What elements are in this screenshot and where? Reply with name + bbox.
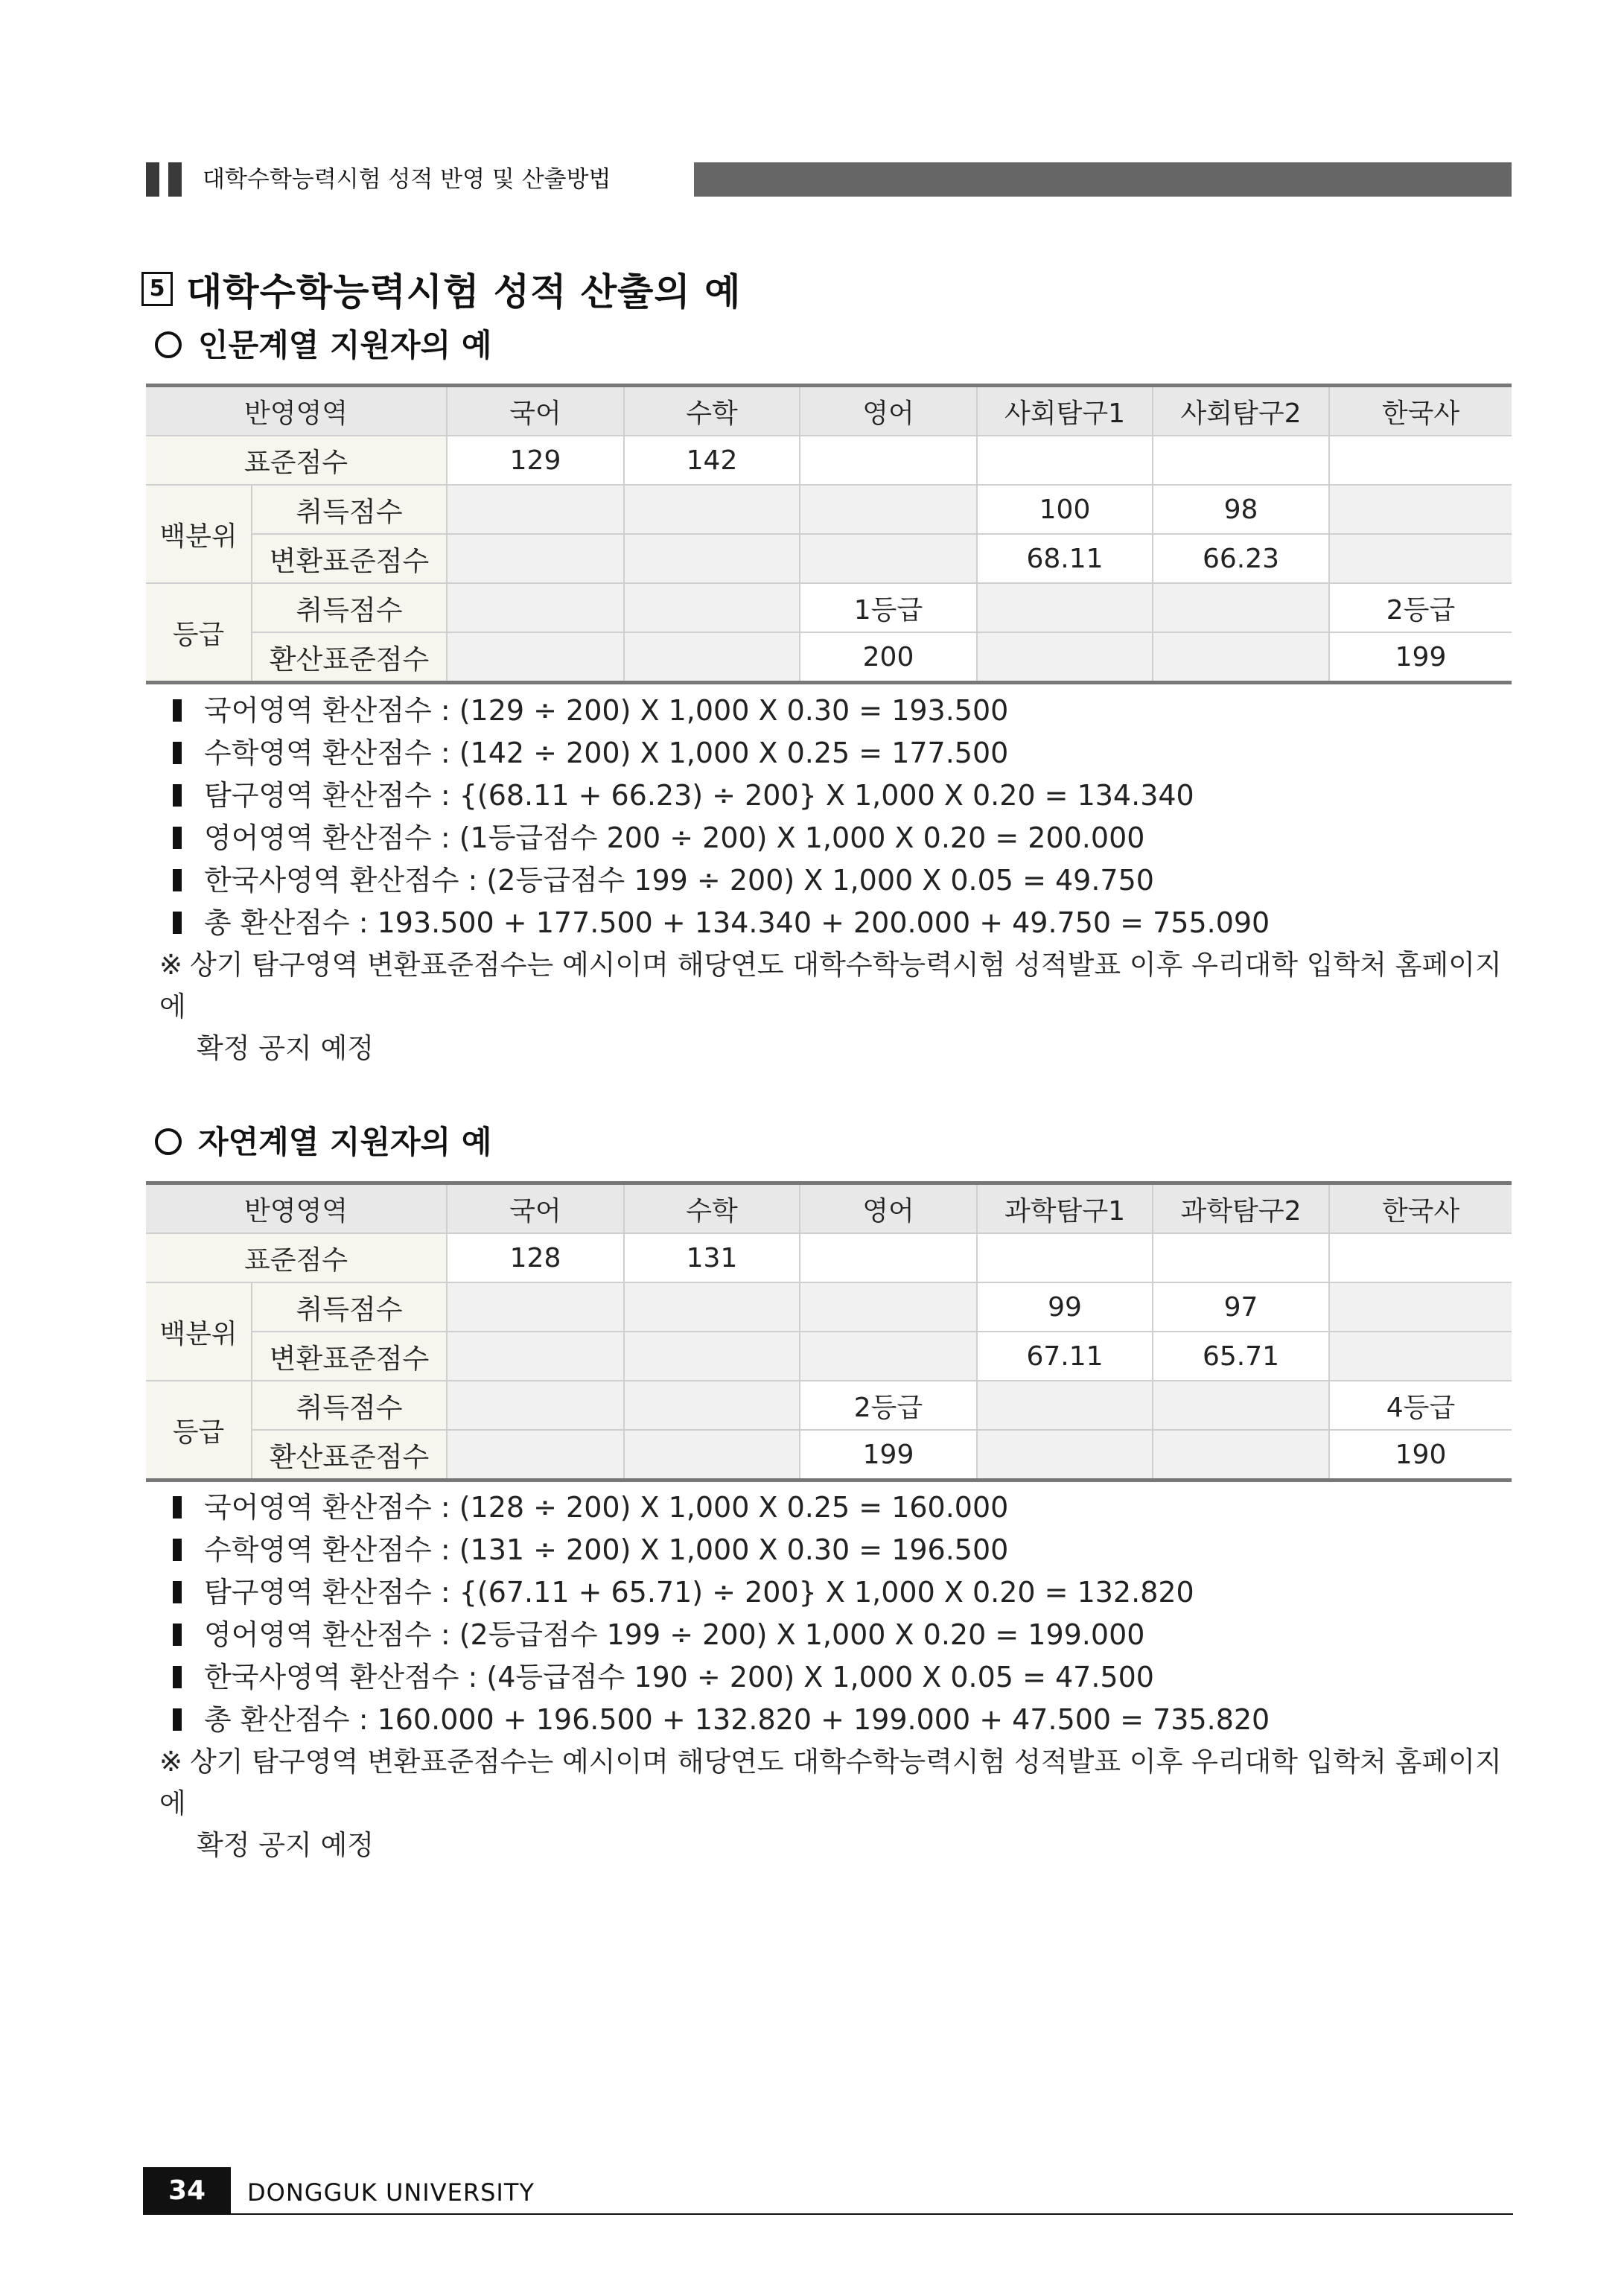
table-header-row: [146, 386, 1512, 436]
table-cell: 199: [800, 1430, 977, 1481]
running-header: [146, 162, 1512, 197]
table-cell: 100: [977, 485, 1153, 534]
square-bullet-icon: [173, 1496, 182, 1519]
science-calculations: [159, 1486, 1513, 1866]
group-label: 백분위: [146, 485, 252, 583]
square-bullet-icon: [173, 1666, 182, 1688]
square-bullet-icon: [173, 784, 182, 807]
square-bullet-icon: [173, 699, 182, 722]
university-name: DONGGUK UNIVERSITY: [247, 2178, 535, 2207]
group-label: 등급: [146, 583, 252, 683]
header-cell: 반영영역: [146, 386, 447, 436]
square-bullet-icon: [173, 742, 182, 764]
table-cell: [624, 583, 800, 632]
table-row: [146, 1282, 1512, 1332]
header-marker-bar: [168, 162, 182, 197]
table-cell: [1153, 583, 1329, 632]
row-label: 취득점수: [252, 1381, 447, 1430]
table-cell: [800, 534, 977, 583]
group-label: 백분위: [146, 1282, 252, 1381]
table-row: [146, 436, 1512, 485]
list-item: [173, 1614, 1513, 1656]
table-cell: [977, 436, 1153, 485]
table-cell: 67.11: [977, 1332, 1153, 1381]
table-cell: 2등급: [1329, 583, 1512, 632]
table-cell: [1329, 485, 1512, 534]
row-label: 표준점수: [146, 436, 447, 485]
humanities-score-table: [146, 384, 1512, 684]
table-cell: [977, 583, 1153, 632]
table-cell: [1329, 1332, 1512, 1381]
table-row: [146, 1332, 1512, 1381]
header-cell: 국어: [447, 386, 624, 436]
table-cell: [447, 534, 624, 583]
table-cell: [1329, 1233, 1512, 1282]
header-cell: 과학탐구2: [1153, 1183, 1329, 1234]
table-cell: [624, 632, 800, 683]
header-cell: 영어: [800, 1183, 977, 1234]
list-item: [173, 1656, 1513, 1699]
table-cell: [447, 485, 624, 534]
note-mark: ※: [159, 949, 183, 981]
table-cell: [977, 1430, 1153, 1481]
calculation-text: 탐구영역 환산점수 : {(67.11 + 65.71) ÷ 200} X 1,000 X 0.20 = 132.820: [204, 1576, 1194, 1609]
table-row: [146, 534, 1512, 583]
square-bullet-icon: [173, 827, 182, 849]
calculation-text: 한국사영역 환산점수 : (2등급점수 199 ÷ 200) X 1,000 X 0.05 = 49.750: [204, 864, 1154, 897]
table-row: [146, 1381, 1512, 1430]
table-cell: [447, 583, 624, 632]
table-cell: [800, 1332, 977, 1381]
list-item: [173, 732, 1513, 775]
table-cell: [624, 485, 800, 534]
note-text: 확정 공지 예정: [197, 1032, 374, 1064]
table-cell: 65.71: [1153, 1332, 1329, 1381]
page-number: 34: [143, 2167, 231, 2215]
list-item: [173, 1571, 1513, 1614]
header-cell: 국어: [447, 1183, 624, 1234]
calculation-text: 국어영역 환산점수 : (129 ÷ 200) X 1,000 X 0.30 = 193.500: [204, 694, 1009, 727]
science-note: [159, 1741, 1522, 1866]
table-cell: 97: [1153, 1282, 1329, 1332]
table-cell: 68.11: [977, 534, 1153, 583]
header-cell: 수학: [624, 1183, 800, 1234]
header-rule-bar: [694, 162, 1512, 197]
table-cell: [447, 1381, 624, 1430]
calculation-text: 수학영역 환산점수 : (142 ÷ 200) X 1,000 X 0.25 = 177.500: [204, 737, 1009, 769]
header-cell: 수학: [624, 386, 800, 436]
table-cell: [624, 1430, 800, 1481]
note-text: 확정 공지 예정: [197, 1829, 374, 1861]
header-title: 대학수학능력시험 성적 반영 및 산출방법: [203, 166, 611, 193]
table-cell: [800, 485, 977, 534]
row-label: 취득점수: [252, 583, 447, 632]
table-cell: 190: [1329, 1430, 1512, 1481]
table-row: [146, 1233, 1512, 1282]
science-score-table: [146, 1181, 1512, 1482]
square-bullet-icon: [173, 1539, 182, 1561]
calculation-text: 총 환산점수 : 160.000 + 196.500 + 132.820 + 199.000 + 47.500 = 735.820: [204, 1703, 1270, 1736]
table-cell: [447, 632, 624, 683]
row-label: 취득점수: [252, 1282, 447, 1332]
science-subtitle: [155, 1122, 491, 1163]
table-cell: [1329, 1282, 1512, 1332]
calculation-text: 한국사영역 환산점수 : (4등급점수 190 ÷ 200) X 1,000 X 0.05 = 47.500: [204, 1661, 1154, 1694]
table-cell: 199: [1329, 632, 1512, 683]
header-cell: 사회탐구1: [977, 386, 1153, 436]
table-cell: 200: [800, 632, 977, 683]
header-cell: 반영영역: [146, 1183, 447, 1234]
square-bullet-icon: [173, 1581, 182, 1603]
table-cell: [1329, 436, 1512, 485]
square-bullet-icon: [173, 912, 182, 934]
table-cell: 98: [1153, 485, 1329, 534]
calculation-text: 수학영역 환산점수 : (131 ÷ 200) X 1,000 X 0.30 = 196.500: [204, 1533, 1009, 1566]
page-footer: [143, 2167, 1513, 2215]
note-text: 상기 탐구영역 변환표준점수는 예시이며 해당연도 대학수학능력시험 성적발표 이후 우리대학 입학처 홈페이지에: [159, 1746, 1502, 1819]
table-cell: 128: [447, 1233, 624, 1282]
table-cell: 66.23: [1153, 534, 1329, 583]
list-item: [173, 817, 1513, 859]
humanities-calculations: [159, 690, 1513, 1069]
table-cell: 131: [624, 1233, 800, 1282]
table-cell: [800, 1233, 977, 1282]
section-heading: [141, 262, 742, 314]
section-number-box: 5: [141, 272, 173, 306]
calculation-text: 영어영역 환산점수 : (1등급점수 200 ÷ 200) X 1,000 X 0.20 = 200.000: [204, 821, 1145, 854]
table-cell: [1153, 1430, 1329, 1481]
table-cell: [447, 1430, 624, 1481]
footer-rule: [231, 2213, 1513, 2215]
calculation-text: 국어영역 환산점수 : (128 ÷ 200) X 1,000 X 0.25 = 160.000: [204, 1491, 1009, 1524]
table-cell: [1153, 436, 1329, 485]
circle-bullet-icon: [155, 1128, 182, 1155]
calculation-text: 총 환산점수 : 193.500 + 177.500 + 134.340 + 200.000 + 49.750 = 755.090: [204, 906, 1270, 939]
note-text: 상기 탐구영역 변환표준점수는 예시이며 해당연도 대학수학능력시험 성적발표 이후 우리대학 입학처 홈페이지에: [159, 949, 1502, 1023]
table-cell: [447, 1332, 624, 1381]
table-cell: [1153, 1233, 1329, 1282]
table-cell: 4등급: [1329, 1381, 1512, 1430]
section-title: 대학수학능력시험 성적 산출의 예: [186, 270, 742, 314]
table-cell: [1329, 534, 1512, 583]
group-label: 등급: [146, 1381, 252, 1481]
table-cell: [624, 534, 800, 583]
table-cell: [977, 1233, 1153, 1282]
list-item: [173, 775, 1513, 817]
table-cell: [800, 1282, 977, 1332]
header-cell: 영어: [800, 386, 977, 436]
table-row: [146, 485, 1512, 534]
list-item: [173, 859, 1513, 902]
header-marker-bar: [146, 162, 159, 197]
list-item: [173, 1529, 1513, 1571]
humanities-note: [159, 944, 1522, 1069]
row-label: 표준점수: [146, 1233, 447, 1282]
circle-bullet-icon: [155, 331, 182, 358]
square-bullet-icon: [173, 869, 182, 891]
header-cell: 과학탐구1: [977, 1183, 1153, 1234]
table-cell: [977, 1381, 1153, 1430]
header-cell: 한국사: [1329, 386, 1512, 436]
row-label: 환산표준점수: [252, 1430, 447, 1481]
table-cell: 142: [624, 436, 800, 485]
humanities-subtitle: [155, 325, 491, 366]
header-cell: 사회탐구2: [1153, 386, 1329, 436]
table-cell: 129: [447, 436, 624, 485]
humanities-subtitle-text: 인문계열 지원자의 예: [198, 327, 492, 363]
table-cell: 99: [977, 1282, 1153, 1332]
row-label: 환산표준점수: [252, 632, 447, 683]
table-cell: [800, 436, 977, 485]
table-row: [146, 583, 1512, 632]
table-cell: [447, 1282, 624, 1332]
table-cell: [624, 1332, 800, 1381]
row-label: 변환표준점수: [252, 1332, 447, 1381]
table-row: [146, 1430, 1512, 1481]
table-cell: 2등급: [800, 1381, 977, 1430]
table-cell: [977, 632, 1153, 683]
science-subtitle-text: 자연계열 지원자의 예: [198, 1124, 492, 1160]
calculation-text: 탐구영역 환산점수 : {(68.11 + 66.23) ÷ 200} X 1,000 X 0.20 = 134.340: [204, 779, 1194, 812]
table-cell: [624, 1381, 800, 1430]
table-cell: [624, 1282, 800, 1332]
list-item: [173, 690, 1513, 732]
table-cell: [1153, 1381, 1329, 1430]
header-cell: 한국사: [1329, 1183, 1512, 1234]
table-cell: 1등급: [800, 583, 977, 632]
row-label: 변환표준점수: [252, 534, 447, 583]
table-cell: [1153, 632, 1329, 683]
row-label: 취득점수: [252, 485, 447, 534]
note-mark: ※: [159, 1746, 183, 1778]
list-item: [173, 1699, 1513, 1741]
calculation-text: 영어영역 환산점수 : (2등급점수 199 ÷ 200) X 1,000 X 0.20 = 199.000: [204, 1618, 1145, 1651]
square-bullet-icon: [173, 1708, 182, 1731]
table-header-row: [146, 1183, 1512, 1234]
square-bullet-icon: [173, 1624, 182, 1646]
list-item: [173, 902, 1513, 944]
list-item: [173, 1486, 1513, 1529]
table-row: [146, 632, 1512, 683]
